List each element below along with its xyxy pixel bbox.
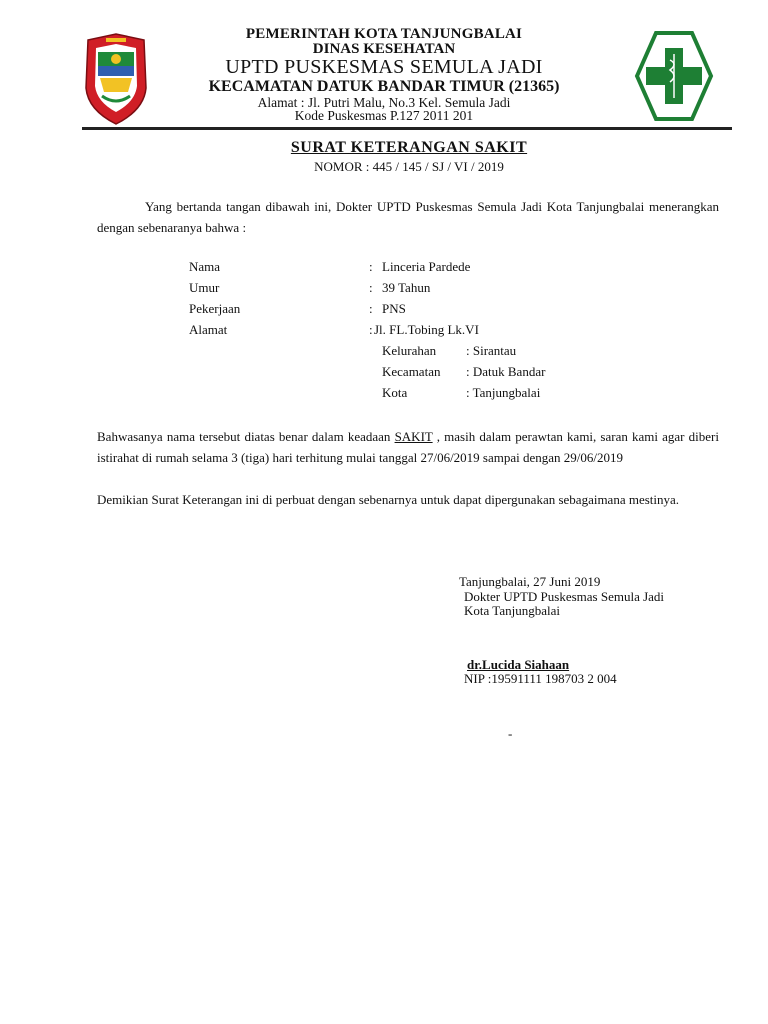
sub-value-kota: : Tanjungbalai [466,385,541,400]
field-label-nama: Nama [189,259,221,274]
header-code: Kode Puskesmas P.127 2011 201 [294,108,474,123]
field-colon: : [369,322,373,337]
signature-city: Kota Tanjungbalai [464,603,560,618]
field-colon: : [369,280,373,295]
header-institution: UPTD PUSKESMAS SEMULA JADI [225,56,543,78]
statement-prefix: Bahwasanya nama tersebut diatas benar dalam keadaan [97,429,395,444]
closing-paragraph: Demikian Surat Keterangan ini di perbuat dengan sebenarnya untuk dapat dipergunakan sebagaimana mestinya. [97,492,680,507]
field-value-pekerjaan: PNS [382,301,406,316]
statement-rest: , masih dalam perawtan kami, saran kami agar diberi istirahat di rumah selama 3 (tiga) hari terhitung mulai tanggal 27/06/2019 sampai dengan 29/06/2019 [97,429,719,465]
field-label-umur: Umur [189,280,220,295]
sub-label-kecamatan: Kecamatan [382,364,441,379]
header-address: Alamat : Jl. Putri Malu, No.3 Kel. Semula Jadi [257,95,511,110]
sub-value-kecamatan: : Datuk Bandar [466,364,546,379]
signature-name: dr.Lucida Siahaan [467,657,570,672]
field-label-pekerjaan: Pekerjaan [189,301,241,316]
field-colon: : [369,259,373,274]
field-value-umur: 39 Tahun [382,280,431,295]
letter-number: NOMOR : 445 / 145 / SJ / VI / 2019 [314,159,504,174]
header-district: KECAMATAN DATUK BANDAR TIMUR (21365) [208,78,560,95]
intro-paragraph: Yang bertanda tangan dibawah ini, Dokter UPTD Puskesmas Semula Jadi Kota Tanjungbalai menerangkan dengan sebenaranya bahwa : [97,199,719,235]
header-government: PEMERINTAH KOTA TANJUNGBALAI [245,26,523,42]
header-department: DINAS KESEHATAN [312,41,456,57]
signature-place-date: Tanjungbalai, 27 Juni 2019 [459,574,601,589]
signature-role: Dokter UPTD Puskesmas Semula Jadi [464,589,665,604]
sub-label-kota: Kota [382,385,408,400]
field-value-nama: Linceria Pardede [382,259,471,274]
letter-title: SURAT KETERANGAN SAKIT [290,139,528,156]
field-label-alamat: Alamat [189,322,228,337]
statement-paragraph [97,426,719,468]
trailing-mark: - [508,726,513,741]
sub-label-kelurahan: Kelurahan [382,343,437,358]
signature-nip: NIP :19591111 198703 2 004 [464,671,617,686]
header-divider [82,127,732,130]
field-value-alamat: Jl. FL.Tobing Lk.VI [374,322,479,337]
field-colon: : [369,301,373,316]
sub-value-kelurahan: : Sirantau [466,343,517,358]
sakit-word: SAKIT [394,429,433,444]
